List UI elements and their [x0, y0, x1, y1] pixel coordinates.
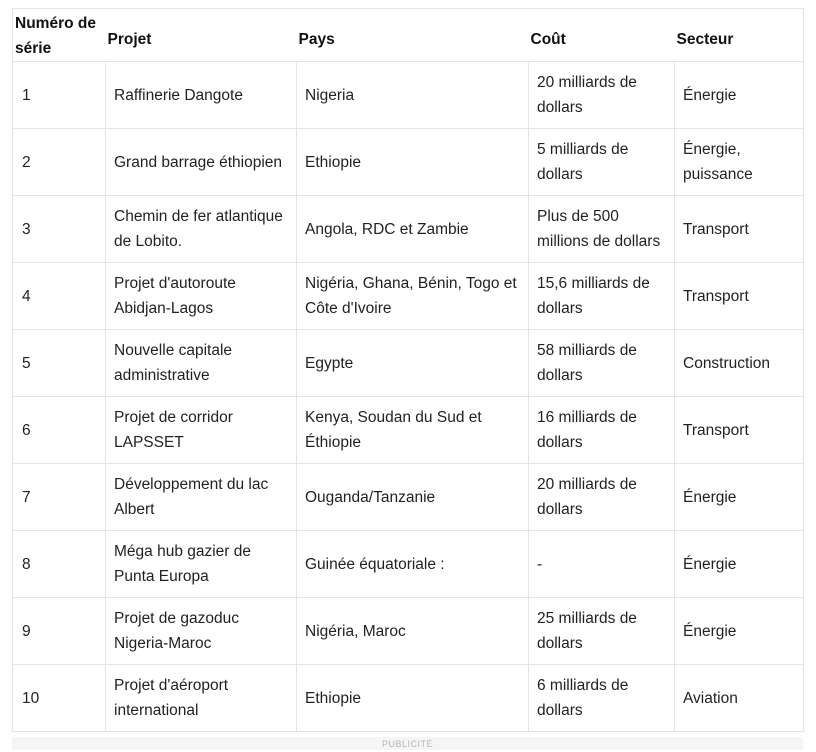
- cell-sector: Aviation: [675, 665, 804, 732]
- table-row: [13, 464, 804, 531]
- table-row: [13, 129, 804, 196]
- cell-cost: 20 milliards de dollars: [529, 464, 675, 531]
- ad-label: PUBLICITÉ: [381, 739, 433, 749]
- cell-sector: Construction: [675, 330, 804, 397]
- cell-cost: 20 milliards de dollars: [529, 62, 675, 129]
- cell-country: Ouganda/Tanzanie: [297, 464, 529, 531]
- header-row: [13, 9, 804, 62]
- table-row: [13, 598, 804, 665]
- cell-sector: Transport: [675, 196, 804, 263]
- table-row: [13, 397, 804, 464]
- cell-country: Egypte: [297, 330, 529, 397]
- cell-num: 10: [13, 665, 106, 732]
- cell-sector: Transport: [675, 263, 804, 330]
- cell-num: 4: [13, 263, 106, 330]
- cell-country: Nigéria, Maroc: [297, 598, 529, 665]
- cell-country: Kenya, Soudan du Sud et Éthiopie: [297, 397, 529, 464]
- table-row: [13, 330, 804, 397]
- cell-project: Grand barrage éthiopien: [106, 129, 297, 196]
- cell-project: Projet de gazoduc Nigeria-Maroc: [106, 598, 297, 665]
- cell-country: Ethiopie: [297, 665, 529, 732]
- cell-num: 3: [13, 196, 106, 263]
- cell-project: Raffinerie Dangote: [106, 62, 297, 129]
- cell-project: Développement du lac Albert: [106, 464, 297, 531]
- cell-num: 6: [13, 397, 106, 464]
- cell-country: Nigéria, Ghana, Bénin, Togo et Côte d'Ivoire: [297, 263, 529, 330]
- header-sector: Secteur: [675, 9, 804, 62]
- cell-country: Angola, RDC et Zambie: [297, 196, 529, 263]
- cell-cost: 58 milliards de dollars: [529, 330, 675, 397]
- cell-cost: Plus de 500 millions de dollars: [529, 196, 675, 263]
- cell-num: 1: [13, 62, 106, 129]
- cell-project: Projet de corridor LAPSSET: [106, 397, 297, 464]
- cell-sector: Énergie: [675, 62, 804, 129]
- table-row: [13, 665, 804, 732]
- cell-sector: Énergie, puissance: [675, 129, 804, 196]
- cell-cost: 6 milliards de dollars: [529, 665, 675, 732]
- table-body: [13, 62, 804, 732]
- header-project: Projet: [106, 9, 297, 62]
- cell-num: 5: [13, 330, 106, 397]
- cell-project: Projet d'autoroute Abidjan-Lagos: [106, 263, 297, 330]
- cell-cost: 25 milliards de dollars: [529, 598, 675, 665]
- cell-cost: -: [529, 531, 675, 598]
- cell-country: Nigeria: [297, 62, 529, 129]
- header-country: Pays: [297, 9, 529, 62]
- table-row: [13, 263, 804, 330]
- table-header: [13, 9, 804, 62]
- table-row: [13, 531, 804, 598]
- cell-cost: 5 milliards de dollars: [529, 129, 675, 196]
- cell-sector: Énergie: [675, 598, 804, 665]
- table-row: [13, 62, 804, 129]
- table-row: [13, 196, 804, 263]
- cell-cost: 15,6 milliards de dollars: [529, 263, 675, 330]
- cell-sector: Énergie: [675, 464, 804, 531]
- header-num: Numéro de série: [13, 9, 106, 62]
- cell-project: Projet d'aéroport international: [106, 665, 297, 732]
- cell-project: Méga hub gazier de Punta Europa: [106, 531, 297, 598]
- cell-project: Nouvelle capitale administrative: [106, 330, 297, 397]
- cell-sector: Énergie: [675, 531, 804, 598]
- cell-sector: Transport: [675, 397, 804, 464]
- cell-num: 7: [13, 464, 106, 531]
- cell-num: 8: [13, 531, 106, 598]
- cell-project: Chemin de fer atlantique de Lobito.: [106, 196, 297, 263]
- projects-table: [12, 8, 804, 732]
- cell-num: 2: [13, 129, 106, 196]
- ad-strip: [12, 737, 803, 750]
- cell-country: Ethiopie: [297, 129, 529, 196]
- header-cost: Coût: [529, 9, 675, 62]
- cell-num: 9: [13, 598, 106, 665]
- cell-cost: 16 milliards de dollars: [529, 397, 675, 464]
- cell-country: Guinée équatoriale :: [297, 531, 529, 598]
